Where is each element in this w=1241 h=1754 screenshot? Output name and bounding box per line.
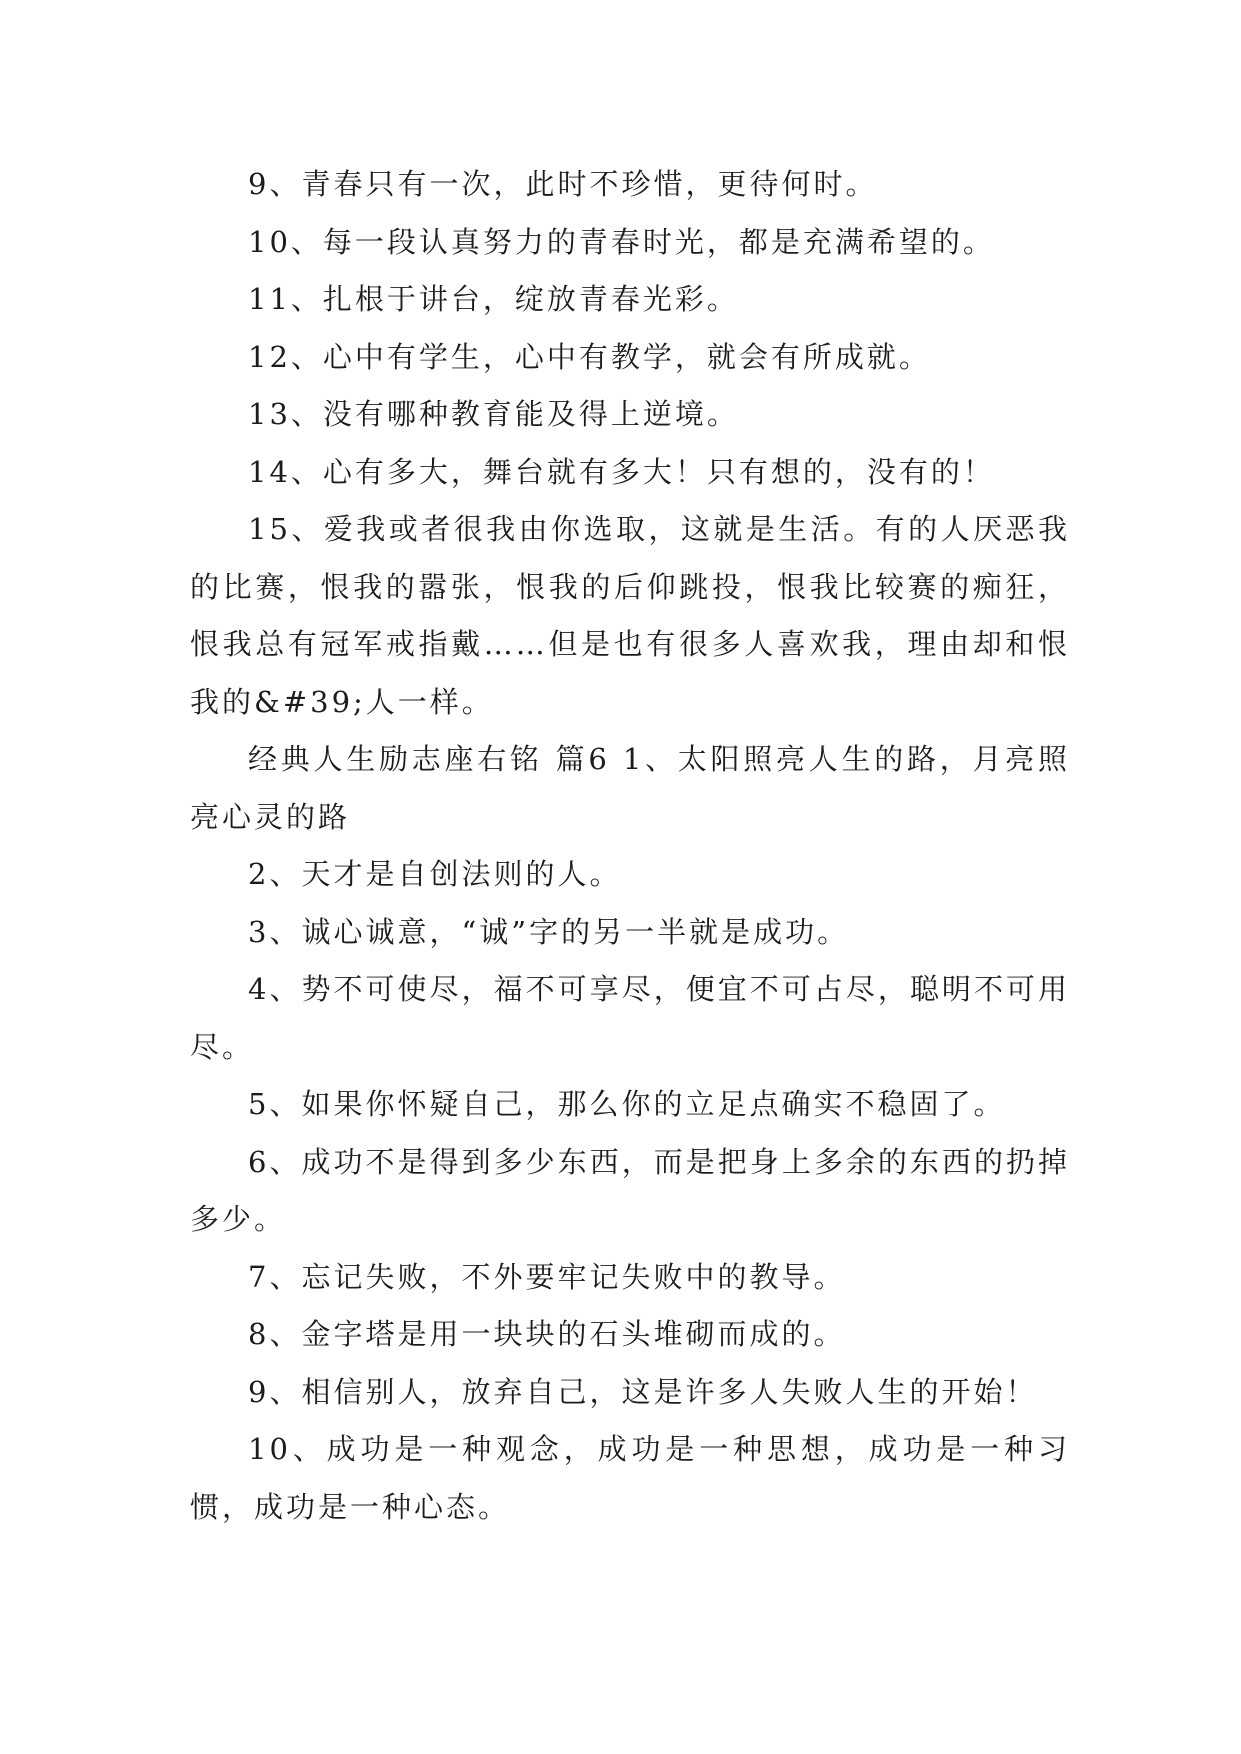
paragraph-item-6: 6、成功不是得到多少东西，而是把身上多余的东西的扔掉多少。: [190, 1144, 1070, 1236]
paragraph-item-9b: 9、相信别人，放弃自己，这是许多人失败人生的开始！: [248, 1374, 1038, 1409]
paragraph-item-7: 7、忘记失败，不外要牢记失败中的教导。: [248, 1259, 846, 1294]
paragraph-item-3: 3、诚心诚意，“诚”字的另一半就是成功。: [248, 914, 850, 949]
paragraph-item-14: 14、心有多大，舞台就有多大！只有想的，没有的！: [248, 454, 995, 489]
section-heading-paragraph: 经典人生励志座右铭 篇6 1、太阳照亮人生的路，月亮照亮心灵的路: [190, 742, 1070, 834]
paragraph-item-13: 13、没有哪种教育能及得上逆境。: [248, 397, 739, 431]
paragraph-item-8: 8、金字塔是用一块块的石头堆砌而成的。: [248, 1317, 846, 1351]
document-body: [190, 156, 1070, 1536]
paragraph-item-4: 4、势不可使尽，福不可享尽，便宜不可占尽，聪明不可用尽。: [190, 972, 1070, 1064]
paragraph-item-11: 11、扎根于讲台，绽放青春光彩。: [248, 282, 739, 316]
paragraph-item-12: 12、心中有学生，心中有教学，就会有所成就。: [248, 339, 931, 374]
paragraph-item-15: 15、爱我或者很我由你选取，这就是生活。有的人厌恶我的比赛，恨我的嚣张，恨我的后仰跳投，恨我比较赛的痴狂，恨我总有冠军戒指戴……但是也有很多人喜欢我，理由却和恨我的&#39;人一样。: [190, 512, 1070, 719]
paragraph-item-2: 2、天才是自创法则的人。: [248, 857, 622, 891]
paragraph-item-5: 5、如果你怀疑自己，那么你的立足点确实不稳固了。: [248, 1087, 1006, 1121]
paragraph-item-10b: 10、成功是一种观念，成功是一种思想，成功是一种习惯，成功是一种心态。: [190, 1432, 1070, 1524]
paragraph-item-9: 9、青春只有一次，此时不珍惜，更待何时。: [248, 167, 878, 201]
paragraph-item-10: 10、每一段认真努力的青春时光，都是充满希望的。: [248, 224, 995, 259]
